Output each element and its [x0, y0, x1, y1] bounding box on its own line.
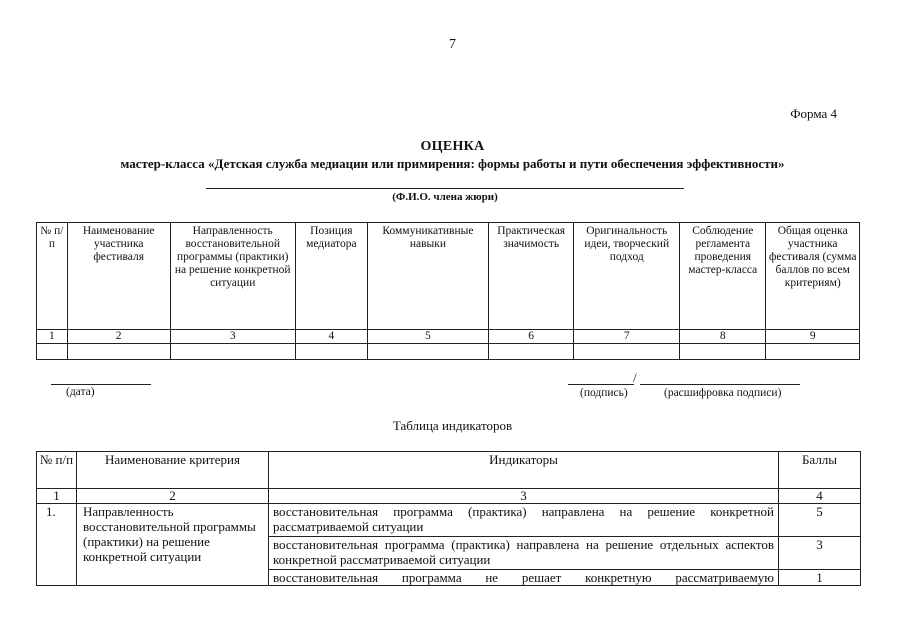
header-cell: Наименование критерия	[77, 452, 269, 489]
jury-name-line	[206, 188, 684, 189]
empty-cell	[766, 344, 860, 360]
document-title: ОЦЕНКА	[420, 139, 485, 154]
indicator-table-title: Таблица индикаторов	[392, 418, 513, 433]
table-row	[37, 504, 861, 537]
column-number: 3	[170, 330, 295, 344]
indicator-score: 1	[779, 570, 861, 586]
header-cell: Баллы	[779, 452, 861, 489]
criterion-name: Направленность восстановительной программы (практики) на решение конкретной ситуации	[77, 504, 269, 586]
indicator-table	[36, 451, 861, 586]
column-number-row	[37, 489, 861, 504]
column-number: 1	[37, 330, 68, 344]
document-subtitle: мастер-класса «Детская служба медиации или примирения: формы работы и пути обеспечения эффективности»	[120, 156, 785, 171]
column-number: 4	[295, 330, 367, 344]
empty-cell	[680, 344, 766, 360]
empty-cell	[170, 344, 295, 360]
header-cell: Наименование участника фестиваля	[67, 223, 170, 330]
column-number: 2	[67, 330, 170, 344]
column-number: 1	[37, 489, 77, 504]
signature-decode-line	[640, 384, 800, 385]
header-cell: Коммуникативные навыки	[367, 223, 488, 330]
header-cell: Общая оценка участника фестиваля (сумма баллов по всем критериям)	[766, 223, 860, 330]
signature-line	[568, 384, 634, 385]
empty-entry-row	[37, 344, 860, 360]
column-number: 5	[367, 330, 488, 344]
indicator-text: восстановительная программа (практика) направлена на решение конкретной рассматриваемой ситуации	[269, 504, 779, 537]
column-number: 4	[779, 489, 861, 504]
signature-decode-caption: (расшифровка подписи)	[664, 387, 782, 399]
column-number-row	[37, 330, 860, 344]
empty-cell	[37, 344, 68, 360]
empty-cell	[574, 344, 680, 360]
column-number: 2	[77, 489, 269, 504]
header-cell: Оригинальность идеи, творческий подход	[574, 223, 680, 330]
column-number: 8	[680, 330, 766, 344]
jury-name-caption: (Ф.И.О. члена жюри)	[392, 191, 498, 203]
empty-cell	[367, 344, 488, 360]
header-cell: Соблюдение регламента проведения мастер-класса	[680, 223, 766, 330]
indicator-score: 5	[779, 504, 861, 537]
header-cell: Направленность восстановительной программы (практики) на решение конкретной ситуации	[170, 223, 295, 330]
page-number: 7	[449, 37, 456, 52]
evaluation-table-header	[37, 223, 860, 330]
column-number: 9	[766, 330, 860, 344]
header-cell: Позиция медиатора	[295, 223, 367, 330]
indicator-table-header	[37, 452, 861, 489]
signature-slash: /	[633, 370, 637, 385]
form-label: Форма 4	[790, 106, 837, 121]
row-number: 1.	[37, 504, 77, 586]
column-number: 6	[489, 330, 574, 344]
empty-cell	[67, 344, 170, 360]
signature-caption: (подпись)	[580, 387, 628, 399]
empty-cell	[295, 344, 367, 360]
header-cell: Практическая значимость	[489, 223, 574, 330]
evaluation-table	[36, 222, 860, 360]
column-number: 3	[269, 489, 779, 504]
date-line	[51, 384, 151, 385]
column-number: 7	[574, 330, 680, 344]
indicator-score: 3	[779, 537, 861, 570]
indicator-text: восстановительная программа не решает конкретную рассматриваемую	[269, 570, 779, 586]
header-cell: № п/п	[37, 223, 68, 330]
empty-cell	[489, 344, 574, 360]
header-cell: Индикаторы	[269, 452, 779, 489]
date-caption: (дата)	[66, 386, 95, 398]
indicator-text: восстановительная программа (практика) направлена на решение отдельных аспектов конкретной рассматриваемой ситуации	[269, 537, 779, 570]
header-cell: № п/п	[37, 452, 77, 489]
